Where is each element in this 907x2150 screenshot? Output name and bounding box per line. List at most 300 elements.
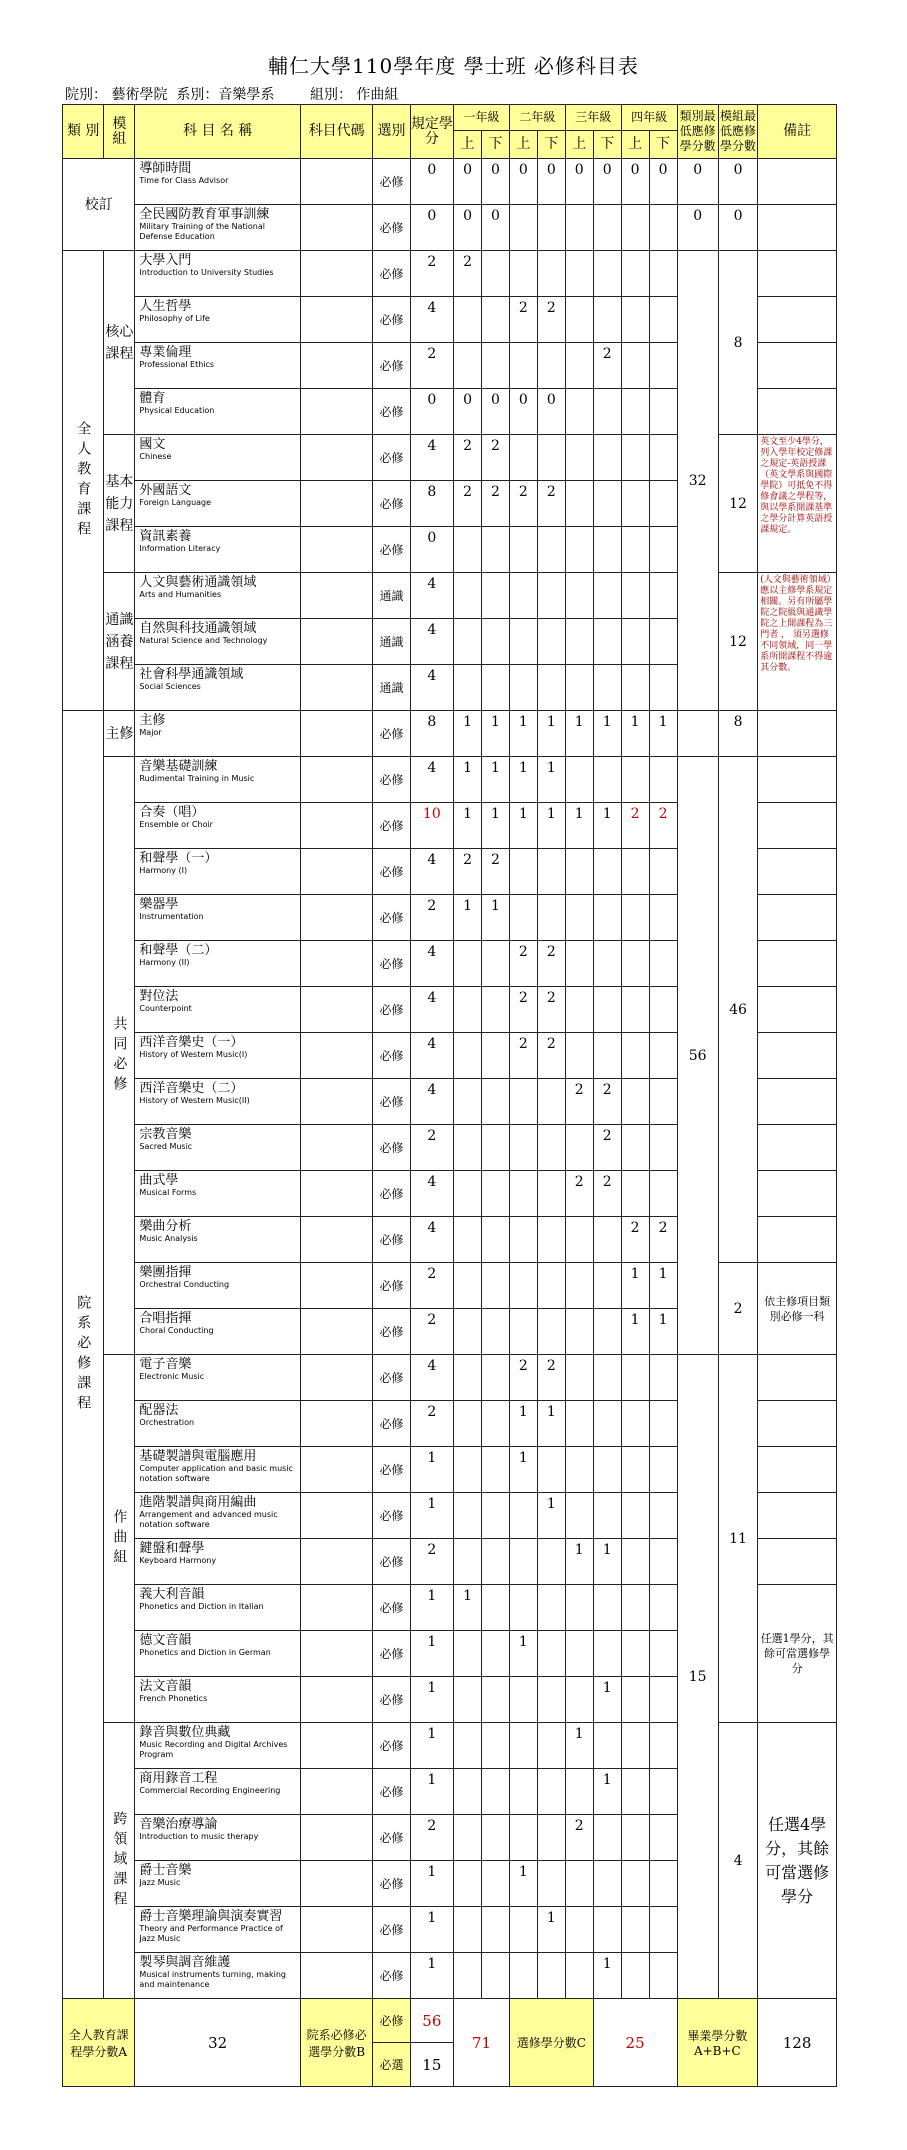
course-name-zh: 基礎製譜與電腦應用 bbox=[139, 1449, 257, 1464]
semester-credit bbox=[593, 1401, 621, 1447]
course-code bbox=[300, 1677, 372, 1723]
semester-credit: 1 bbox=[621, 1309, 649, 1355]
remark bbox=[758, 159, 837, 205]
semester-credit: 1 bbox=[537, 1907, 565, 1953]
category-general-label: 全人教育課程 bbox=[75, 420, 92, 541]
table-row bbox=[63, 1263, 837, 1309]
semester-credit bbox=[621, 1677, 649, 1723]
course-credits: 4 bbox=[410, 435, 453, 481]
semester-credit bbox=[593, 1309, 621, 1355]
module-basic: 基本能力課程 bbox=[104, 435, 135, 573]
semester-credit bbox=[649, 665, 677, 711]
semester-credit bbox=[649, 849, 677, 895]
module-min: 0 bbox=[718, 159, 757, 205]
semester-credit bbox=[454, 1631, 482, 1677]
course-name bbox=[135, 1953, 301, 1999]
semester-credit bbox=[537, 1723, 565, 1769]
course-select: 必修 bbox=[373, 159, 410, 205]
course-name-zh: 西洋音樂史（一） bbox=[139, 1035, 244, 1050]
course-name bbox=[135, 1493, 301, 1539]
course-credits: 0 bbox=[410, 527, 453, 573]
course-credits: 1 bbox=[410, 1861, 453, 1907]
footer-c-value: 25 bbox=[593, 1999, 677, 2087]
course-name-zh: 義大利音韻 bbox=[139, 1587, 205, 1602]
module-core: 核心課程 bbox=[104, 251, 135, 435]
semester-credit: 1 bbox=[481, 803, 509, 849]
course-credits: 4 bbox=[410, 297, 453, 343]
course-select: 必修 bbox=[373, 1677, 410, 1723]
table-row bbox=[63, 1723, 837, 1769]
course-credits: 1 bbox=[410, 1907, 453, 1953]
semester-credit bbox=[509, 1493, 537, 1539]
semester-credit bbox=[509, 895, 537, 941]
course-credits: 4 bbox=[410, 1355, 453, 1401]
course-credits: 1 bbox=[410, 1493, 453, 1539]
header-down: 下 bbox=[649, 131, 677, 159]
course-select: 必修 bbox=[373, 435, 410, 481]
semester-credit bbox=[481, 1585, 509, 1631]
semester-credit bbox=[481, 343, 509, 389]
semester-credit: 2 bbox=[593, 1171, 621, 1217]
header-up: 上 bbox=[509, 131, 537, 159]
semester-credit bbox=[537, 1217, 565, 1263]
semester-credit: 2 bbox=[593, 1079, 621, 1125]
semester-credit bbox=[621, 573, 649, 619]
course-credits: 1 bbox=[410, 1769, 453, 1815]
semester-credit: 0 bbox=[593, 159, 621, 205]
min-total: 15 bbox=[677, 1355, 718, 1999]
semester-credit: 0 bbox=[565, 159, 593, 205]
semester-credit bbox=[621, 1723, 649, 1769]
course-name bbox=[135, 527, 301, 573]
header-year3: 三年級 bbox=[565, 105, 621, 131]
semester-credit: 2 bbox=[509, 1355, 537, 1401]
course-name-en: Time for Class Advisor bbox=[139, 176, 229, 185]
course-select: 必修 bbox=[373, 1355, 410, 1401]
course-credits: 2 bbox=[410, 1401, 453, 1447]
course-select: 必修 bbox=[373, 1723, 410, 1769]
course-name bbox=[135, 1769, 301, 1815]
semester-credit bbox=[593, 1493, 621, 1539]
semester-credit bbox=[621, 1493, 649, 1539]
course-name-en: Instrumentation bbox=[139, 912, 204, 921]
semester-credit bbox=[593, 941, 621, 987]
table-row bbox=[63, 1355, 837, 1401]
semester-credit bbox=[621, 895, 649, 941]
semester-credit: 2 bbox=[621, 1217, 649, 1263]
course-name-en: Information Literacy bbox=[139, 544, 221, 553]
semester-credit bbox=[537, 1309, 565, 1355]
course-credits: 8 bbox=[410, 481, 453, 527]
semester-credit bbox=[565, 941, 593, 987]
semester-credit bbox=[481, 1631, 509, 1677]
course-credits: 4 bbox=[410, 1217, 453, 1263]
semester-credit bbox=[593, 1217, 621, 1263]
header-name: 科 目 名 稱 bbox=[135, 105, 301, 159]
table-row bbox=[63, 711, 837, 757]
semester-credit: 1 bbox=[481, 895, 509, 941]
course-select: 必修 bbox=[373, 1815, 410, 1861]
semester-credit bbox=[509, 251, 537, 297]
semester-credit bbox=[565, 205, 593, 251]
module-min: 11 bbox=[718, 1355, 757, 1723]
semester-credit bbox=[565, 1907, 593, 1953]
semester-credit bbox=[565, 573, 593, 619]
semester-credit: 0 bbox=[621, 159, 649, 205]
footer-b-total: 71 bbox=[454, 1999, 510, 2087]
course-select: 通識 bbox=[373, 619, 410, 665]
course-code bbox=[300, 1401, 372, 1447]
course-select: 必修 bbox=[373, 1585, 410, 1631]
semester-credit bbox=[481, 1033, 509, 1079]
table-row bbox=[63, 757, 837, 803]
semester-credit bbox=[481, 573, 509, 619]
course-name-en: History of Western Music(II) bbox=[139, 1096, 250, 1105]
course-name bbox=[135, 1861, 301, 1907]
course-code bbox=[300, 1355, 372, 1401]
semester-credit bbox=[537, 665, 565, 711]
semester-credit: 1 bbox=[481, 711, 509, 757]
course-name-en: Harmony (I) bbox=[139, 866, 188, 875]
semester-credit bbox=[565, 343, 593, 389]
semester-credit: 1 bbox=[509, 757, 537, 803]
remark bbox=[758, 803, 837, 849]
semester-credit bbox=[481, 1723, 509, 1769]
course-name bbox=[135, 619, 301, 665]
semester-credit: 2 bbox=[621, 803, 649, 849]
semester-credit bbox=[565, 1033, 593, 1079]
header-code: 科目代碼 bbox=[300, 105, 372, 159]
semester-credit: 1 bbox=[509, 1861, 537, 1907]
remark bbox=[758, 389, 837, 435]
course-credits: 1 bbox=[410, 1723, 453, 1769]
course-code bbox=[300, 1539, 372, 1585]
semester-credit bbox=[593, 251, 621, 297]
semester-credit bbox=[454, 1125, 482, 1171]
course-name-zh: 配器法 bbox=[139, 1403, 179, 1418]
course-name-en: Keyboard Harmony bbox=[139, 1556, 217, 1565]
course-name-en: Arrangement and advanced music notation software bbox=[139, 1510, 278, 1529]
course-code bbox=[300, 1079, 372, 1125]
course-code bbox=[300, 481, 372, 527]
course-name-zh: 樂團指揮 bbox=[139, 1265, 192, 1280]
semester-credit bbox=[481, 297, 509, 343]
course-name-en: Electronic Music bbox=[139, 1372, 205, 1381]
remark bbox=[758, 1493, 837, 1539]
semester-credit: 1 bbox=[509, 803, 537, 849]
course-code bbox=[300, 1723, 372, 1769]
semester-credit: 2 bbox=[593, 343, 621, 389]
semester-credit: 1 bbox=[565, 1723, 593, 1769]
course-name-zh: 樂曲分析 bbox=[139, 1219, 192, 1234]
course-credits: 0 bbox=[410, 159, 453, 205]
course-code bbox=[300, 205, 372, 251]
module-major: 主修 bbox=[104, 711, 135, 757]
semester-credit bbox=[565, 1355, 593, 1401]
course-credits: 8 bbox=[410, 711, 453, 757]
semester-credit bbox=[565, 1493, 593, 1539]
semester-credit bbox=[565, 251, 593, 297]
semester-credit bbox=[454, 1861, 482, 1907]
course-name-en: Rudimental Training in Music bbox=[139, 774, 255, 783]
course-credits: 2 bbox=[410, 1815, 453, 1861]
semester-credit bbox=[454, 1355, 482, 1401]
semester-credit bbox=[593, 481, 621, 527]
semester-credit bbox=[481, 987, 509, 1033]
course-select: 必修 bbox=[373, 1539, 410, 1585]
semester-credit: 1 bbox=[454, 895, 482, 941]
semester-credit bbox=[509, 343, 537, 389]
semester-credit: 1 bbox=[537, 1493, 565, 1539]
module-comp-label: 作曲組 bbox=[111, 1508, 128, 1569]
remark bbox=[758, 1125, 837, 1171]
course-name-en: Introduction to music therapy bbox=[139, 1832, 259, 1841]
course-select: 必修 bbox=[373, 1263, 410, 1309]
semester-credit: 2 bbox=[565, 1815, 593, 1861]
semester-credit: 1 bbox=[593, 1953, 621, 1999]
module-gen: 通識涵養課程 bbox=[104, 573, 135, 711]
semester-credit bbox=[621, 1401, 649, 1447]
course-select: 通識 bbox=[373, 665, 410, 711]
course-credits: 0 bbox=[410, 389, 453, 435]
course-name bbox=[135, 297, 301, 343]
semester-credit: 2 bbox=[649, 803, 677, 849]
semester-credit bbox=[621, 619, 649, 665]
course-name bbox=[135, 1585, 301, 1631]
semester-credit bbox=[454, 1723, 482, 1769]
remark bbox=[758, 1217, 837, 1263]
course-name-zh: 商用錄音工程 bbox=[139, 1771, 218, 1786]
header-up: 上 bbox=[621, 131, 649, 159]
semester-credit bbox=[649, 1539, 677, 1585]
remark bbox=[758, 711, 837, 757]
semester-credit bbox=[481, 665, 509, 711]
course-name-zh: 導師時間 bbox=[139, 161, 192, 176]
semester-credit: 1 bbox=[537, 1401, 565, 1447]
semester-credit bbox=[454, 1493, 482, 1539]
module-common bbox=[104, 757, 135, 1355]
course-select: 必修 bbox=[373, 297, 410, 343]
course-name-zh: 宗教音樂 bbox=[139, 1127, 192, 1142]
semester-credit bbox=[454, 1079, 482, 1125]
semester-credit bbox=[481, 1125, 509, 1171]
semester-credit: 2 bbox=[565, 1079, 593, 1125]
footer-b-sel-label: 必選 bbox=[373, 2043, 410, 2087]
semester-credit bbox=[481, 619, 509, 665]
semester-credit bbox=[509, 573, 537, 619]
semester-credit bbox=[621, 435, 649, 481]
semester-credit bbox=[509, 205, 537, 251]
semester-credit bbox=[481, 1355, 509, 1401]
course-name bbox=[135, 1631, 301, 1677]
semester-credit bbox=[509, 849, 537, 895]
semester-credit: 2 bbox=[509, 987, 537, 1033]
course-name-zh: 專業倫理 bbox=[139, 345, 192, 360]
semester-credit: 2 bbox=[509, 481, 537, 527]
course-credits: 0 bbox=[410, 205, 453, 251]
semester-credit bbox=[649, 1907, 677, 1953]
course-code bbox=[300, 343, 372, 389]
semester-credit: 0 bbox=[481, 389, 509, 435]
course-credits: 4 bbox=[410, 619, 453, 665]
semester-credit: 1 bbox=[509, 711, 537, 757]
semester-credit: 2 bbox=[537, 941, 565, 987]
course-credits: 4 bbox=[410, 1171, 453, 1217]
semester-credit bbox=[565, 619, 593, 665]
semester-credit bbox=[621, 251, 649, 297]
semester-credit bbox=[649, 757, 677, 803]
module-min: 8 bbox=[718, 251, 757, 435]
semester-credit bbox=[481, 1815, 509, 1861]
semester-credit bbox=[537, 1125, 565, 1171]
semester-credit bbox=[454, 941, 482, 987]
course-name bbox=[135, 573, 301, 619]
semester-credit: 1 bbox=[509, 1447, 537, 1493]
semester-credit bbox=[454, 619, 482, 665]
course-name-zh: 樂器學 bbox=[139, 897, 179, 912]
semester-credit bbox=[481, 1309, 509, 1355]
remark bbox=[758, 251, 837, 297]
semester-credit bbox=[593, 665, 621, 711]
course-credits: 4 bbox=[410, 573, 453, 619]
semester-credit bbox=[537, 343, 565, 389]
semester-credit bbox=[537, 251, 565, 297]
semester-credit bbox=[537, 849, 565, 895]
semester-credit bbox=[565, 987, 593, 1033]
semester-credit: 1 bbox=[593, 1539, 621, 1585]
semester-credit bbox=[621, 1125, 649, 1171]
semester-credit bbox=[537, 1447, 565, 1493]
semester-credit bbox=[621, 757, 649, 803]
course-select: 必修 bbox=[373, 1125, 410, 1171]
semester-credit bbox=[649, 527, 677, 573]
module-min: 12 bbox=[718, 573, 757, 711]
semester-credit bbox=[649, 1401, 677, 1447]
course-name-zh: 自然與科技通識領域 bbox=[139, 621, 257, 636]
course-name-en: Musical instruments turning, making and maintenance bbox=[139, 1970, 287, 1989]
semester-credit bbox=[593, 757, 621, 803]
semester-credit bbox=[621, 1447, 649, 1493]
course-name-en: Sacred Music bbox=[139, 1142, 193, 1151]
min-total: 0 bbox=[677, 205, 718, 251]
semester-credit bbox=[481, 1401, 509, 1447]
course-select: 必修 bbox=[373, 711, 410, 757]
course-name bbox=[135, 895, 301, 941]
course-credits: 1 bbox=[410, 1953, 453, 1999]
semester-credit bbox=[509, 665, 537, 711]
course-credits: 4 bbox=[410, 757, 453, 803]
remark-gen: (人文與藝術領域）應以主修學系規定相關。另有所屬學院之院級與通識學院之上開課程為三門者 ， 須另選修不同領域，同一學系所開課程不得逾其分數。 bbox=[758, 573, 837, 711]
course-code bbox=[300, 1861, 372, 1907]
semester-credit bbox=[537, 1585, 565, 1631]
footer-d-value: 128 bbox=[758, 1999, 837, 2087]
semester-credit bbox=[649, 1861, 677, 1907]
category-school: 校訂 bbox=[63, 159, 135, 251]
header-down: 下 bbox=[593, 131, 621, 159]
course-code bbox=[300, 573, 372, 619]
course-select: 必修 bbox=[373, 941, 410, 987]
course-name-zh: 曲式學 bbox=[139, 1173, 179, 1188]
course-code bbox=[300, 987, 372, 1033]
semester-credit bbox=[649, 1355, 677, 1401]
course-code bbox=[300, 849, 372, 895]
semester-credit bbox=[649, 941, 677, 987]
course-name-zh: 法文音韻 bbox=[139, 1679, 192, 1694]
semester-credit bbox=[537, 1769, 565, 1815]
semester-credit: 0 bbox=[481, 205, 509, 251]
min-total bbox=[677, 711, 718, 757]
course-code bbox=[300, 1815, 372, 1861]
course-credits: 2 bbox=[410, 1263, 453, 1309]
semester-credit bbox=[649, 343, 677, 389]
course-select: 必修 bbox=[373, 481, 410, 527]
semester-credit bbox=[649, 297, 677, 343]
course-name bbox=[135, 1447, 301, 1493]
course-select: 必修 bbox=[373, 1171, 410, 1217]
semester-credit bbox=[537, 1677, 565, 1723]
semester-credit bbox=[565, 757, 593, 803]
semester-credit bbox=[649, 481, 677, 527]
semester-credit bbox=[454, 1769, 482, 1815]
course-code bbox=[300, 297, 372, 343]
course-name-en: Music Recording and Digital Archives Program bbox=[139, 1740, 288, 1759]
course-name bbox=[135, 1815, 301, 1861]
header-up: 上 bbox=[565, 131, 593, 159]
semester-credit bbox=[593, 1263, 621, 1309]
semester-credit: 2 bbox=[481, 435, 509, 481]
course-code bbox=[300, 159, 372, 205]
header-up: 上 bbox=[454, 131, 482, 159]
course-name-en: Natural Science and Technology bbox=[139, 636, 268, 645]
course-name bbox=[135, 1401, 301, 1447]
course-code bbox=[300, 619, 372, 665]
course-name bbox=[135, 481, 301, 527]
course-name-en: Commercial Recording Engineering bbox=[139, 1786, 281, 1795]
semester-credit bbox=[454, 1263, 482, 1309]
course-name-en: Professional Ethics bbox=[139, 360, 215, 369]
course-name bbox=[135, 665, 301, 711]
course-name-en: Music Analysis bbox=[139, 1234, 198, 1243]
semester-credit bbox=[621, 987, 649, 1033]
semester-credit bbox=[454, 527, 482, 573]
semester-credit bbox=[593, 619, 621, 665]
header-module: 模 組 bbox=[104, 105, 135, 159]
course-name bbox=[135, 1171, 301, 1217]
course-name bbox=[135, 757, 301, 803]
semester-credit: 1 bbox=[649, 1263, 677, 1309]
semester-credit: 2 bbox=[454, 849, 482, 895]
semester-credit bbox=[537, 1539, 565, 1585]
course-credits: 2 bbox=[410, 895, 453, 941]
course-name-zh: 鍵盤和聲學 bbox=[139, 1541, 205, 1556]
semester-credit bbox=[481, 1447, 509, 1493]
course-name-zh: 全民國防教育軍事訓練 bbox=[139, 207, 270, 222]
module-cross-label: 跨領域課程 bbox=[111, 1810, 128, 1911]
semester-credit: 2 bbox=[481, 849, 509, 895]
semester-credit bbox=[593, 435, 621, 481]
semester-credit: 1 bbox=[537, 803, 565, 849]
remark bbox=[758, 1539, 837, 1585]
semester-credit: 2 bbox=[454, 251, 482, 297]
semester-credit: 2 bbox=[509, 1033, 537, 1079]
course-name-en: French Phonetics bbox=[139, 1694, 208, 1703]
course-name-en: Arts and Humanities bbox=[139, 590, 222, 599]
min-total: 0 bbox=[677, 159, 718, 205]
semester-credit bbox=[649, 1033, 677, 1079]
footer-b-req-label: 必修 bbox=[373, 1999, 410, 2043]
course-code bbox=[300, 803, 372, 849]
course-credits: 4 bbox=[410, 849, 453, 895]
